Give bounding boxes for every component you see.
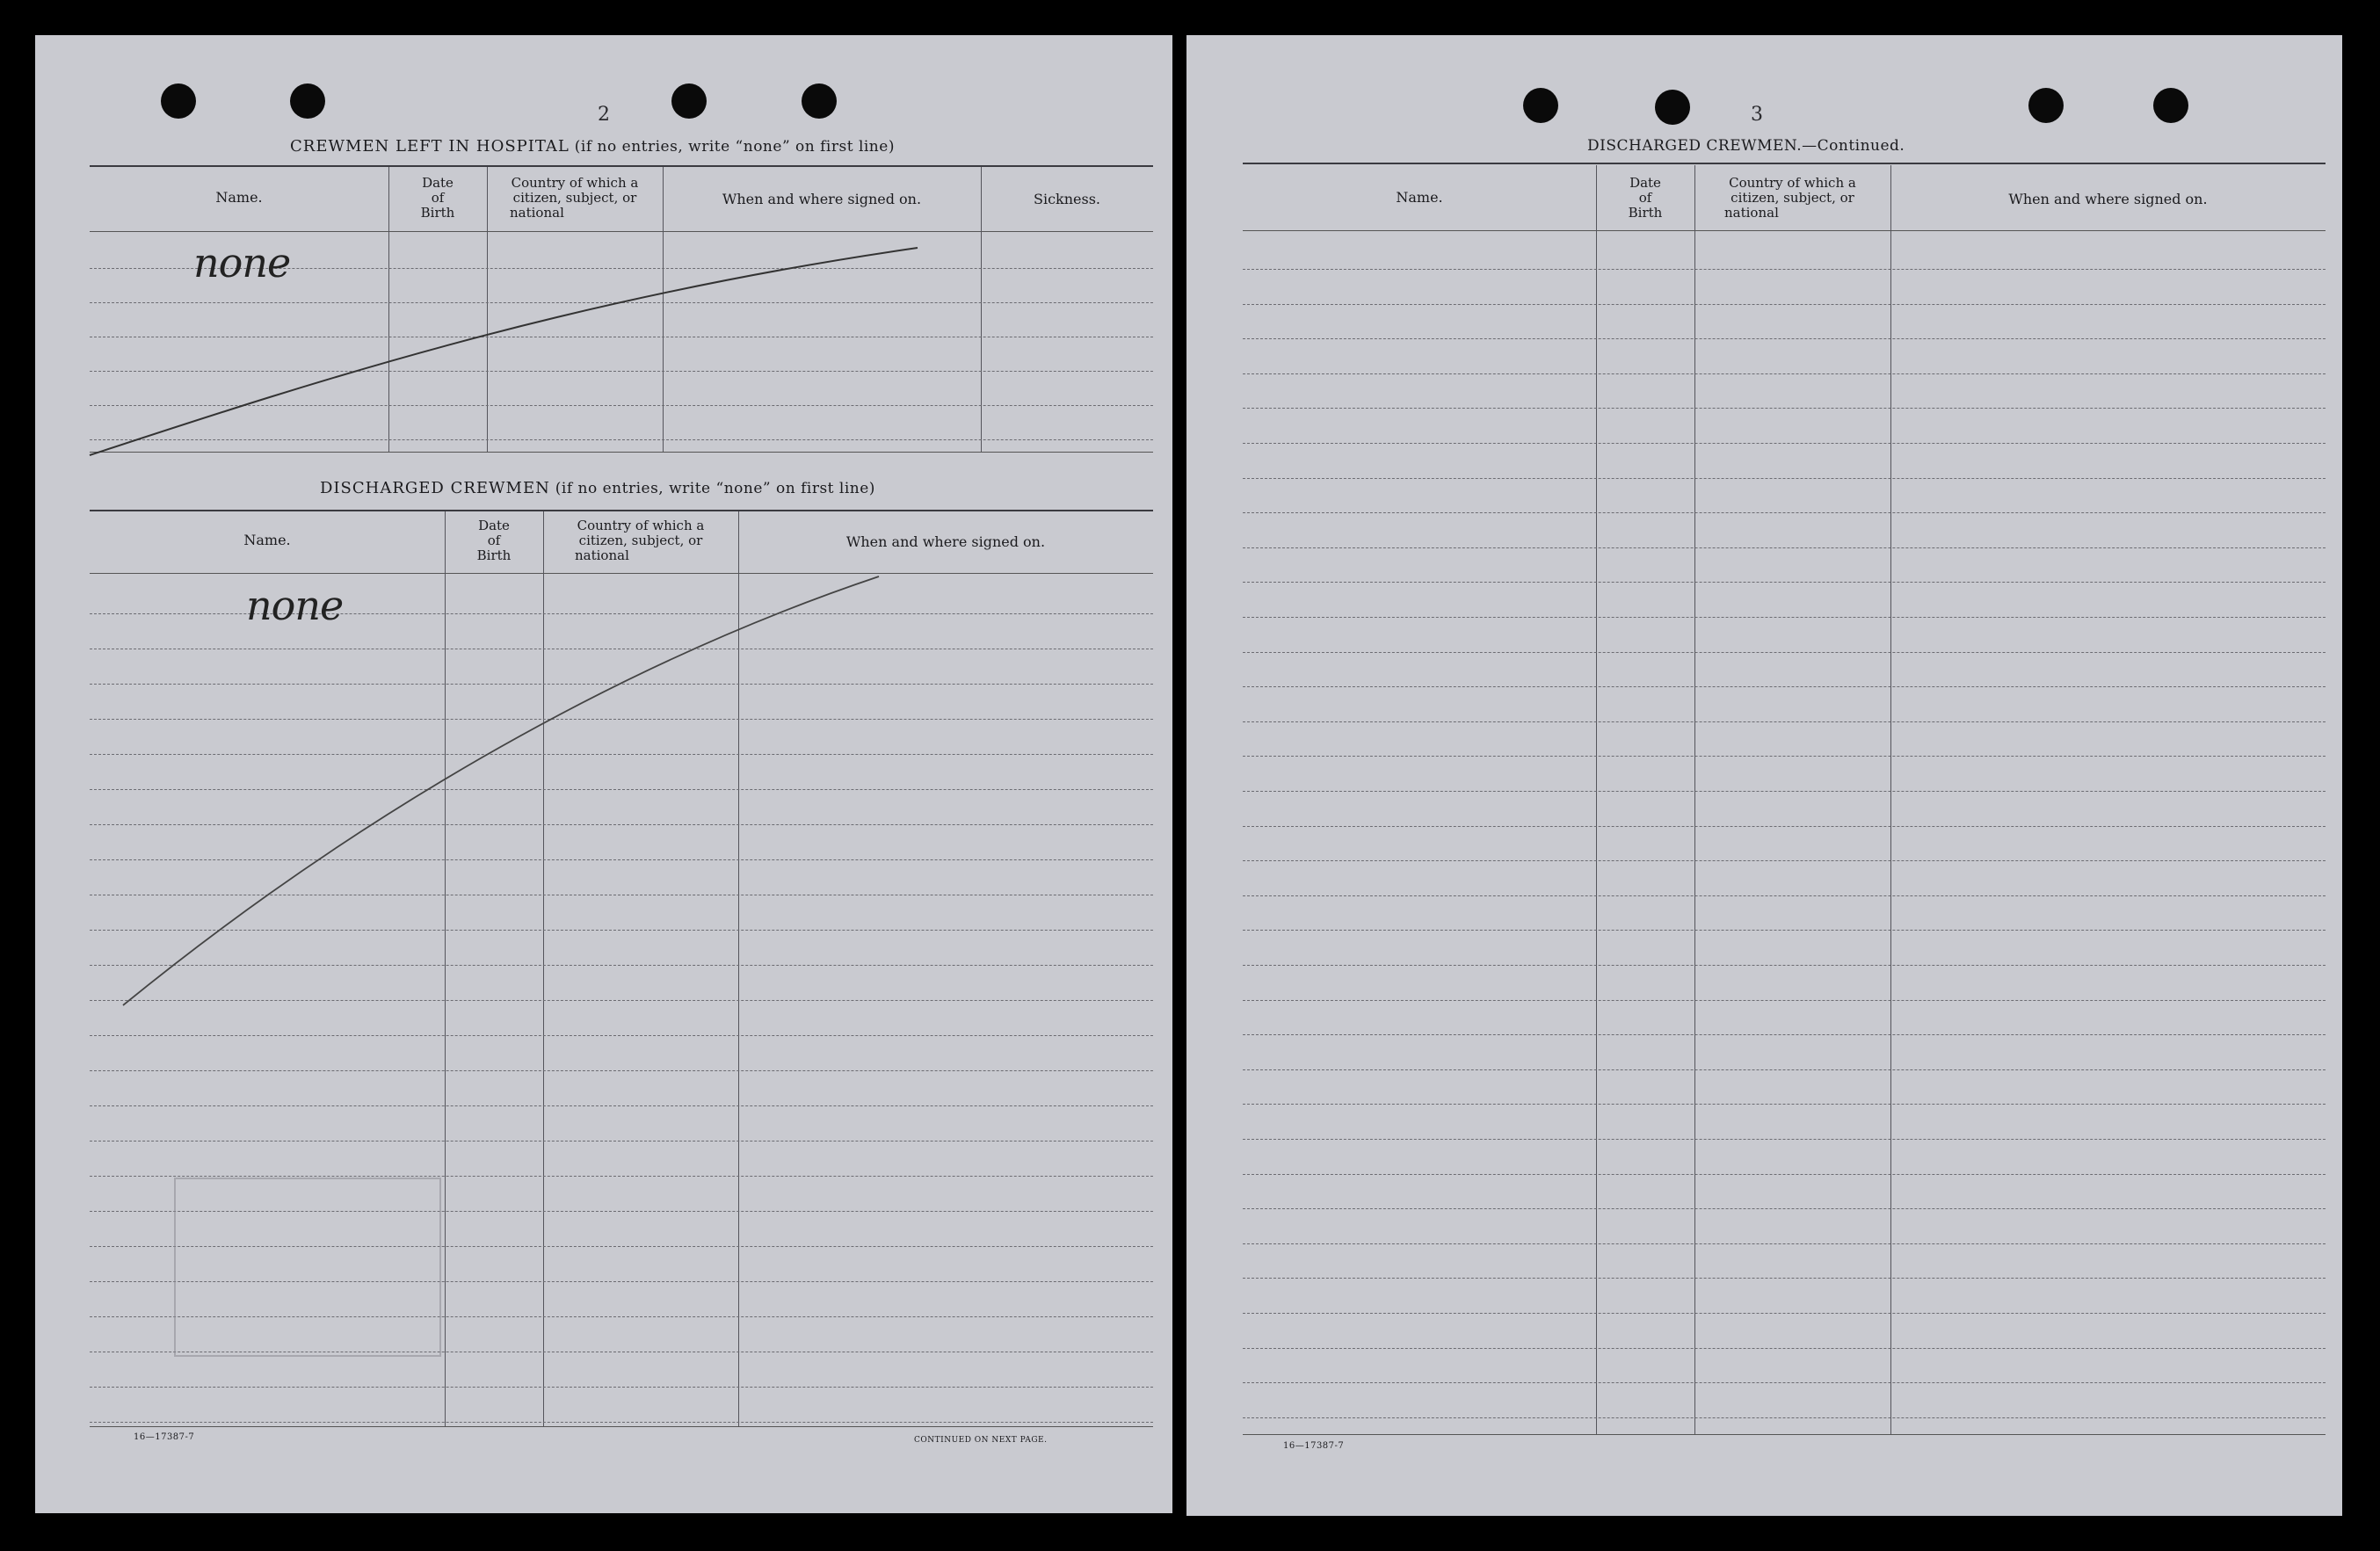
table-row [1243,304,2326,305]
handwritten-none-entry: none [246,582,344,629]
header-country-line: Country of which a [511,175,639,191]
table-row [1243,617,2326,618]
header-dob-line: of [487,533,501,548]
discharged-title-caps: DISCHARGED CREWMEN [320,479,550,497]
page-number: 2 [598,104,610,126]
header-sickness: Sickness. [1033,191,1100,207]
table-row [1243,408,2326,409]
top-rule [1243,163,2326,164]
table-row [1243,1278,2326,1279]
table-row [1243,826,2326,827]
table-row [1243,791,2326,792]
punch-hole [2028,88,2064,123]
header-signed-on: When and where signed on. [722,191,922,207]
table-row [1243,1348,2326,1349]
table-row [1243,373,2326,374]
header-country [1694,176,1890,221]
header-dob-line: Birth [420,205,455,221]
right-page [1186,35,2342,1516]
table-row [1243,965,2326,966]
table-row [1243,1174,2326,1175]
page-number: 3 [1751,104,1763,126]
header-dob-line: Date [478,518,510,533]
table-row [1243,1417,2326,1418]
table-row [1243,756,2326,757]
continued-note: CONTINUED ON NEXT PAGE. [914,1436,1048,1445]
header-country-line: national [575,547,629,563]
table-row [1243,1104,2326,1105]
bottom-rule [1243,1434,2326,1435]
header-signed-on: When and where signed on. [2008,191,2208,207]
header-country-line: national [1724,205,1779,221]
header-dob-line: Birth [476,547,512,563]
table-row [1243,1243,2326,1244]
table-row [1243,895,2326,896]
header-rule [1243,230,2326,231]
header-dob-line: Date [422,175,454,191]
header-country-line: citizen, subject, or [578,533,703,548]
table-row [1243,443,2326,444]
table-row [1243,930,2326,931]
header-country-line: Country of which a [577,518,705,533]
handwritten-none-entry: none [193,239,291,286]
discharged-cancel-line [123,576,879,1005]
table-row [1243,1139,2326,1140]
table-row [1243,1034,2326,1035]
table-row [1243,338,2326,339]
table-row [1243,652,2326,653]
discharged-title-note: (if no entries, write “none” on first line) [555,480,875,497]
header-signed-on: When and where signed on. [845,533,1046,550]
hospital-cancel-line [90,248,918,455]
header-name: Name. [215,189,263,206]
table-row [1243,860,2326,861]
cancel-line-marks [35,35,1172,1513]
punch-hole [1655,90,1690,125]
table-row [1243,478,2326,479]
table-row [1243,1208,2326,1209]
header-dob-line: of [431,190,445,206]
hospital-title-note: (if no entries, write “none” on first line) [574,138,895,156]
table-row [1243,269,2326,270]
discharged-continued-title: DISCHARGED CREWMEN.—Continued. [1587,137,1905,155]
discharged-continued-rows [1243,232,2326,1432]
table-row [1243,582,2326,583]
form-number: 16—17387-7 [134,1432,195,1442]
table-row [1243,512,2326,513]
header-dob-line: Date [1629,175,1661,191]
header-country-line: citizen, subject, or [1731,190,1854,206]
table-row [1243,721,2326,722]
header-country-line: citizen, subject, or [512,190,637,206]
header-name: Name. [243,532,291,548]
table-row [1243,1313,2326,1314]
table-row [1243,1069,2326,1070]
header-dob-line: Birth [1628,205,1663,221]
header-date-of-birth [1596,176,1694,221]
form-number: 16—17387-7 [1283,1441,1345,1451]
table-row [1243,1382,2326,1383]
table-row [1243,686,2326,687]
header-dob-line: of [1638,190,1652,206]
header-country-line: national [510,205,564,221]
table-row [1243,1000,2326,1001]
header-name: Name. [1396,189,1443,206]
table-row [1243,547,2326,548]
header-country-line: Country of which a [1729,175,1856,191]
left-page [35,35,1172,1513]
punch-hole [2153,88,2188,123]
hospital-title-caps: CREWMEN LEFT IN HOSPITAL [290,137,570,156]
punch-hole [1523,88,1558,123]
